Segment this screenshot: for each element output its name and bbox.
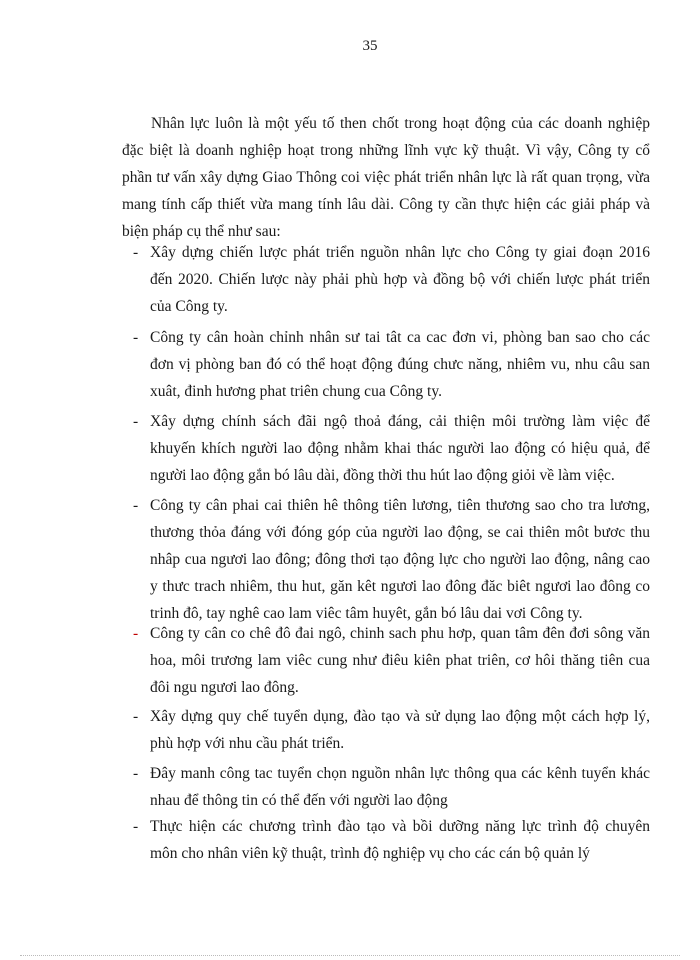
text-line: phần tư vấn xây dựng Giao Thông coi việc phát triển nhân lực là rất quan trọng, vừa: [122, 169, 650, 186]
text-line: thương thỏa đáng với đóng góp của người lao động, se cai thiên môt bươc thu: [150, 524, 650, 541]
text-line: biện pháp cụ thể như sau:: [122, 223, 281, 240]
text-line: hoa, môi trương lam viêc cung như điêu kiên phat triên, cơ hôi thăng tiên cua: [150, 652, 650, 669]
text-line: đến 2020. Chiến lược này phải phù hợp và đồng bộ với chiến lược phát triển: [150, 271, 650, 288]
text-line: Nhân lực luôn là một yếu tố then chốt trong hoạt động của các doanh nghiệp: [151, 115, 650, 132]
text-line: phù hợp với nhu cầu phát triển.: [150, 735, 345, 752]
bullet-dash: -: [133, 497, 139, 514]
text-line: Công ty cân co chê đô đai ngô, chinh sach phu hơp, quan tâm đên đơi sông văn: [150, 625, 650, 642]
text-line: đôi ngu ngươi lao đông.: [150, 679, 299, 696]
text-line: Đây manh công tac tuyển chọn nguồn nhân lực thông qua các kênh tuyển khác: [150, 765, 650, 782]
bullet-item: [133, 703, 650, 757]
bullet-dash: -: [133, 625, 139, 642]
page-bottom-divider: [20, 955, 680, 956]
text-line: của Công ty.: [150, 298, 228, 315]
bullet-item: [133, 620, 650, 701]
bullet-dash: -: [133, 818, 139, 835]
bullet-item: [133, 324, 650, 405]
bullet-dash: -: [133, 413, 139, 430]
bullet-dash: -: [133, 329, 139, 346]
text-line: xuât, đinh hương phat triên chung cua Công ty.: [150, 383, 442, 400]
bullet-item: [133, 760, 650, 814]
text-line: Công ty cân phai cai thiên hê thông tiên lương, tiên thương sao cho tra lương,: [150, 497, 650, 514]
text-line: Xây dựng chiến lược phát triển nguồn nhân lực cho Công ty giai đoạn 2016: [150, 244, 650, 261]
text-line: trinh đô, tay nghê cao lam viêc tâm huyêt, gắn bó lâu dai vơi Công ty.: [150, 605, 583, 622]
text-line: đặc biệt là doanh nghiệp hoạt trong những lĩnh vực kỹ thuật. Vì vậy, Công ty cổ: [122, 142, 650, 159]
text-line: môn cho nhân viên kỹ thuật, trình độ nghiệp vụ cho các cán bộ quản lý: [150, 845, 590, 862]
text-line: đơn vị phòng ban đó có thể hoạt động đúng chưc năng, nhiêm vu, nhu câu san: [150, 356, 650, 373]
text-line: Công ty cân hoàn chỉnh nhân sư tai tât ca cac đơn vi, phòng ban sao cho các: [150, 329, 650, 346]
text-line: mang tính cấp thiết vừa mang tính lâu dài. Công ty cần thực hiện các giải pháp và: [122, 196, 650, 213]
text-line: Xây dựng quy chế tuyển dụng, đào tạo và sử dụng lao động một cách hợp lý,: [150, 708, 650, 725]
bullet-dash: -: [133, 708, 139, 725]
text-line: Thực hiện các chương trình đào tạo và bồi dưỡng năng lực trình độ chuyên: [150, 818, 650, 835]
text-line: khuyến khích người lao động nhằm khai thác người lao động có hiệu quả, để: [150, 440, 650, 457]
text-line: Xây dựng chính sách đãi ngộ thoả đáng, cải thiện môi trường làm việc để: [150, 413, 650, 430]
bullet-dash: -: [133, 244, 139, 261]
text-line: nhâp cua ngươi lao đông; đông thơi tạo động lực cho người lao động, nâng cao: [150, 551, 650, 568]
bullet-item: [133, 492, 650, 627]
intro-paragraph: [122, 110, 650, 245]
page-number: 35: [362, 38, 378, 54]
text-line: người lao động gắn bó lâu dài, đồng thời thu hút lao động giỏi về làm việc.: [150, 467, 615, 484]
bullet-item: [133, 239, 650, 320]
bullet-dash: -: [133, 765, 139, 782]
bullet-item: [133, 408, 650, 489]
bullet-item: [133, 813, 650, 867]
text-line: nhau để thông tin có thể đến với người lao động: [150, 792, 448, 809]
text-line: y thưc trach nhiêm, thu hut, găn kêt ngươi lao đông đăc biêt ngươi lao đông co: [150, 578, 650, 595]
